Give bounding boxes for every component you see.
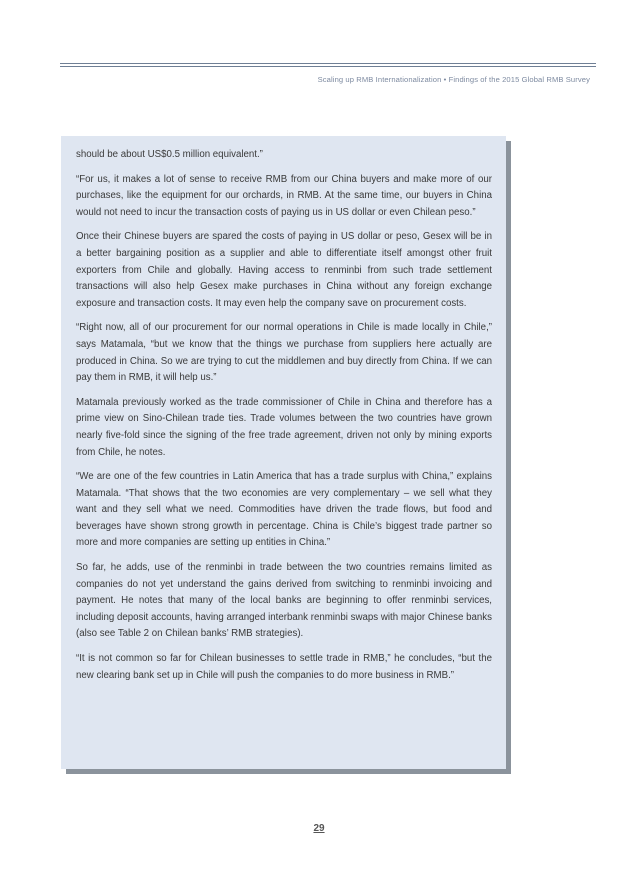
header-rule-bottom (60, 66, 596, 67)
box-paragraph: Once their Chinese buyers are spared the costs of paying in US dollar or peso, Gesex will be in a better bargaining position as a supplier and able to differentiate itself amongst other fruit exporters from Chile and globally. Having access to renminbi from such trade settlement transactions will also help Gesex make purchases in China without any foreign exchange exposure and transaction costs. It may even help the company save on procurement costs. (76, 231, 492, 309)
box-paragraph: “We are one of the few countries in Latin America that has a trade surplus with China,” explains Matamala. “That shows that the two economies are very complementary – we sell what they want and they sell what we need. Commodities have driven the trade flows, but food and beverages have shown strong growth in percentage. China is Chile’s biggest trade partner so more and more companies are setting up entities in China.” (76, 471, 492, 549)
box-paragraph: “It is not common so far for Chilean businesses to settle trade in RMB,” he concludes, “but the new clearing bank set up in Chile will push the companies to do more business in RMB.” (76, 653, 492, 681)
box-paragraph: So far, he adds, use of the renminbi in trade between the two countries remains limited as companies do not yet understand the gains derived from switching to renminbi invoicing and payment. He notes that many of the local banks are beginning to offer renminbi services, including deposit accounts, having arranged interbank renminbi swaps with major Chinese banks (also see Table 2 on Chilean banks’ RMB strategies). (76, 562, 492, 640)
running-header: Scaling up RMB Internationalization • Findings of the 2015 Global RMB Survey (317, 75, 590, 84)
page-number: 29 (313, 823, 325, 834)
header-rule-top (60, 63, 596, 64)
box-paragraph: should be about US$0.5 million equivalent.” (76, 149, 263, 160)
case-study-box (61, 136, 506, 769)
box-paragraph: “For us, it makes a lot of sense to receive RMB from our China buyers and make more of our purchases, like the equipment for our orchards, in RMB. At the same time, our buyers in China would not need to incur the transaction costs of paying us in US dollar or even Chilean peso.” (76, 173, 492, 218)
box-paragraph: Matamala previously worked as the trade commissioner of Chile in China and therefore has a prime view on Sino-Chilean trade ties. Trade volumes between the two countries have grown nearly five-fold since the signing of the free trade agreement, driven not only by mining exports from Chile, he notes. (76, 396, 492, 458)
box-paragraph: “Right now, all of our procurement for our normal operations in Chile is made locally in Chile,” says Matamala, “but we know that the things we purchase from suppliers here actually are produced in China. So we are trying to cut the middlemen and buy directly from China. If we can pay them in RMB, it will help us.” (76, 322, 492, 384)
